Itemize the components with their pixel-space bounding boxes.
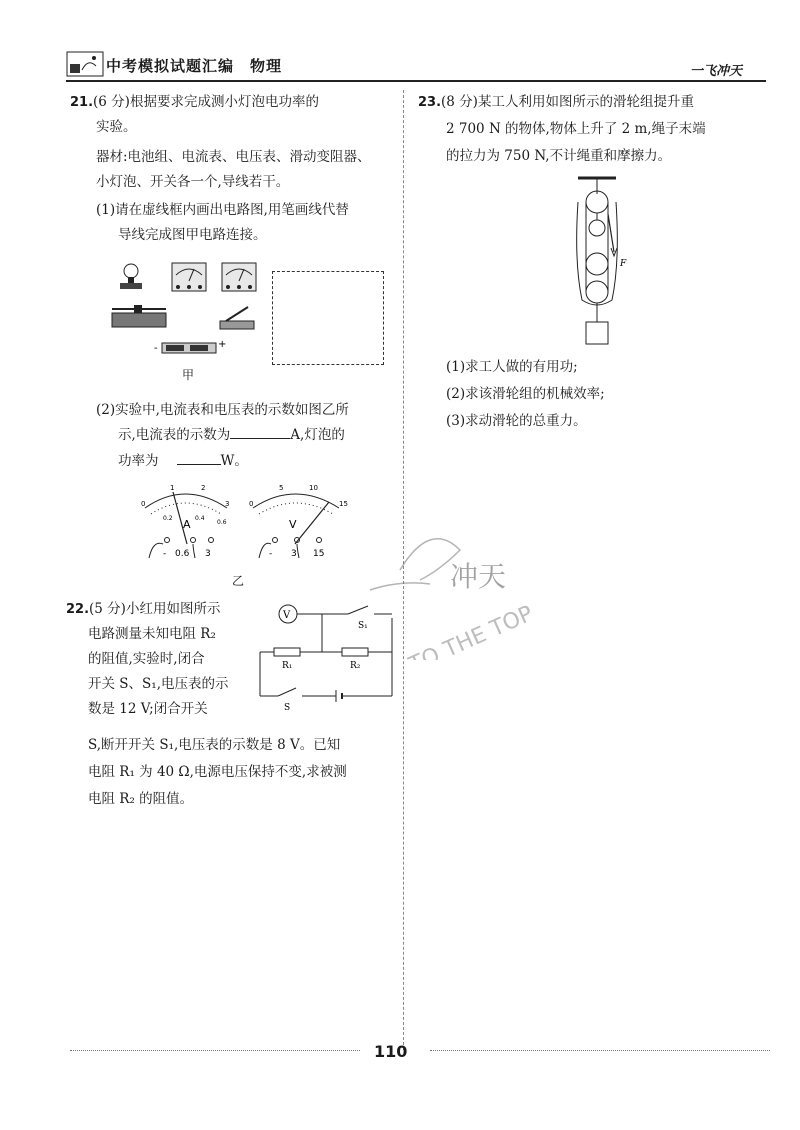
q21-part2b bbox=[118, 423, 345, 448]
watermark-cn: 冲天 bbox=[450, 560, 507, 593]
voltmeter-dial bbox=[249, 484, 348, 559]
circuit-voltmeter: V bbox=[283, 610, 291, 621]
rheostat-icon bbox=[112, 305, 166, 327]
q21-part1b: 导线完成图甲电路连接。 bbox=[118, 227, 267, 243]
watermark bbox=[360, 510, 550, 660]
q21-part2a: (2)实验中,电流表和电压表的示数如图乙所 bbox=[96, 402, 349, 418]
ammeter-tick-2: 2 bbox=[201, 484, 206, 492]
q22-points: (5 分) bbox=[89, 601, 126, 617]
q23-number: 23. bbox=[418, 95, 442, 110]
voltmeter-symbol: V bbox=[289, 518, 297, 531]
ammeter-tick-1: 1 bbox=[170, 484, 175, 492]
fig-yi-meters bbox=[135, 478, 375, 568]
q22-l7: 电阻 R₁ 为 40 Ω,电源电压保持不变,求被测 bbox=[88, 764, 347, 780]
ammeter-terminal-3: 3 bbox=[205, 549, 211, 559]
q21-part2b-text: 示,电流表的示数为 bbox=[118, 427, 231, 443]
ammeter-terminal-06: 0.6 bbox=[175, 549, 190, 559]
power-answer-blank[interactable] bbox=[177, 450, 221, 465]
voltmeter-terminal-15: 15 bbox=[313, 549, 325, 559]
fig-yi-label: 乙 bbox=[232, 574, 245, 588]
q23-sub2: (2)求该滑轮组的机械效率; bbox=[446, 386, 605, 402]
q21-equip2: 小灯泡、开关各一个,导线若干。 bbox=[96, 174, 290, 190]
q22-l1: 小红用如图所示 bbox=[125, 601, 221, 617]
q21-part2c bbox=[118, 449, 248, 474]
ammeter-device-icon bbox=[172, 263, 206, 291]
q21-line1 bbox=[70, 90, 319, 115]
current-answer-blank[interactable] bbox=[230, 424, 290, 439]
ammeter-tick-06: 0.6 bbox=[217, 519, 227, 526]
q23-sub3: (3)求动滑轮的总重力。 bbox=[446, 413, 587, 429]
ammeter-tick-04: 0.4 bbox=[195, 515, 205, 522]
q21-part1a: (1)请在虚线框内画出电路图,用笔画线代替 bbox=[96, 202, 349, 218]
voltmeter-terminal-neg: - bbox=[269, 549, 273, 559]
ammeter-tick-0: 0 bbox=[141, 500, 146, 508]
voltmeter-terminal-3: 3 bbox=[291, 549, 297, 559]
q22-line1 bbox=[66, 597, 220, 622]
q23-l3: 的拉力为 750 N,不计绳重和摩擦力。 bbox=[446, 148, 672, 164]
q22-number: 22. bbox=[66, 602, 90, 617]
q22-l6: S,断开开关 S₁,电压表的示数是 8 V。已知 bbox=[88, 737, 341, 753]
battery-icon bbox=[154, 339, 226, 354]
svg-text:+: + bbox=[218, 339, 227, 350]
ammeter-symbol: A bbox=[183, 518, 191, 531]
q23-l2: 2 700 N 的物体,物体上升了 2 m,绳子末端 bbox=[446, 121, 706, 137]
header-title: 中考模拟试题汇编 物理 bbox=[106, 57, 283, 75]
ammeter-tick-02: 0.2 bbox=[163, 515, 173, 522]
circuit-s1-label: S₁ bbox=[358, 621, 368, 631]
ammeter-dial bbox=[141, 484, 229, 559]
circuit-diagram-answer-box[interactable] bbox=[272, 271, 384, 365]
switch-icon bbox=[220, 307, 254, 329]
q21-part2b-unit: A,灯泡的 bbox=[290, 427, 345, 443]
voltmeter-tick-5: 5 bbox=[279, 484, 284, 492]
voltmeter-tick-15: 15 bbox=[339, 500, 348, 508]
force-label: F bbox=[620, 259, 627, 269]
svg-text:-: - bbox=[154, 343, 158, 354]
header-rule bbox=[66, 80, 766, 82]
voltmeter-device-icon bbox=[222, 263, 256, 291]
q21-number: 21. bbox=[70, 95, 94, 110]
circuit-r1-label: R₁ bbox=[282, 661, 293, 671]
bulb-icon bbox=[120, 264, 142, 289]
q23-sub1: (1)求工人做的有用功; bbox=[446, 359, 578, 375]
circuit-r2-label: R₂ bbox=[350, 661, 361, 671]
voltmeter-tick-10: 10 bbox=[309, 484, 318, 492]
ammeter-tick-3: 3 bbox=[225, 500, 230, 508]
q21-intro1: 根据要求完成测小灯泡电功率的 bbox=[129, 94, 319, 110]
ammeter-terminal-neg: - bbox=[163, 549, 167, 559]
page-number: 110 bbox=[374, 1042, 408, 1061]
q22-l2: 电路测量未知电阻 R₂ bbox=[88, 626, 216, 642]
q23-line1 bbox=[418, 90, 694, 115]
q21-equip1: 器材:电池组、电流表、电压表、滑动变阻器、 bbox=[96, 149, 371, 165]
q22-l3: 的阻值,实验时,闭合 bbox=[88, 651, 205, 667]
q23-l1: 某工人利用如图所示的滑轮组提升重 bbox=[477, 94, 694, 110]
fig-jia-apparatus bbox=[108, 255, 268, 365]
watermark-en: TO THE TOP bbox=[405, 601, 537, 660]
q23-points: (8 分) bbox=[441, 94, 478, 110]
q21-part2c-unit: W。 bbox=[220, 453, 248, 469]
fig-jia-label: 甲 bbox=[182, 368, 195, 382]
q22-l5: 数是 12 V;闭合开关 bbox=[88, 701, 208, 717]
footer-rule-left bbox=[70, 1050, 360, 1051]
footer-rule-right bbox=[430, 1050, 770, 1051]
q22-l4: 开关 S、S₁,电压表的示 bbox=[88, 676, 229, 692]
q21-part2c-text: 功率为 bbox=[118, 453, 159, 469]
header-logo bbox=[66, 50, 104, 78]
circuit-s-label: S bbox=[284, 703, 291, 713]
pulley-system-diagram bbox=[560, 172, 640, 348]
q22-l8: 电阻 R₂ 的阻值。 bbox=[88, 791, 194, 807]
q21-intro2: 实验。 bbox=[96, 119, 137, 135]
header-brand: 一飞冲天 bbox=[690, 64, 743, 79]
q21-points: (6 分) bbox=[93, 94, 130, 110]
voltmeter-tick-0: 0 bbox=[249, 500, 254, 508]
